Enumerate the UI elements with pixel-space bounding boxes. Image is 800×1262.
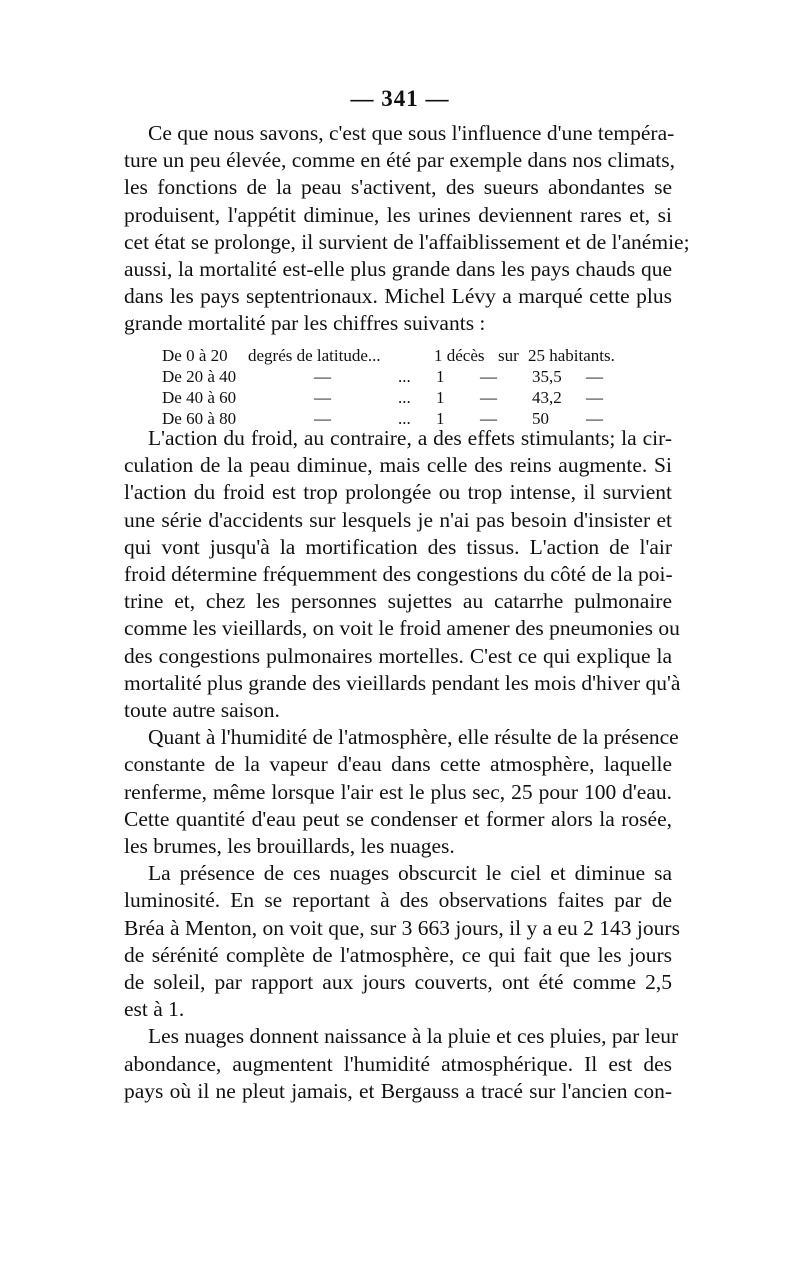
table-row [162,366,642,387]
text-line: culation de la peau diminue, mais celle des reins augmente. Si [124,453,672,478]
text-line: pays où il ne pleut jamais, et Bergauss a tracé sur l'ancien con- [124,1078,672,1103]
ditto-mark: — [586,367,603,386]
latitude-range: De 0 à 20 [162,346,228,365]
ditto-mark: — [314,409,331,428]
page-number: — 341 — [350,86,450,111]
text-line: Les nuages donnent naissance à la pluie et ces pluies, par leur [148,1024,679,1049]
dots: ... [398,409,411,428]
text-line: luminosité. En se reportant à des observations faites par de [124,888,672,913]
inhabitants-cell: 25 habitants. [528,346,615,365]
text-line: La présence de ces nuages obscurcit le ciel et diminue sa [148,861,672,886]
text-line: toute autre saison. [124,698,280,723]
text-line: les brumes, les brouillards, les nuages. [124,834,455,859]
text-line: l'action du froid est trop prolongée ou trop intense, il survient [124,480,672,505]
paragraph-heat [124,120,690,338]
deaths-cell: 1 [436,388,445,407]
text-line: ture un peu élevée, comme en été par exemple dans nos climats, [124,148,676,173]
text-line: mortalité plus grande des vieillards pendant les mois d'hiver qu'à [124,670,681,695]
text-line: de sérénité complète de l'atmosphère, ce qui fait que les jours [124,942,672,967]
text-line: Quant à l'humidité de l'atmosphère, elle résulte de la présence [148,725,679,750]
text-line: froid détermine fréquemment des congestions du côté de la poi- [124,562,673,587]
body-text [124,425,681,1105]
text-line: des congestions pulmonaires mortelles. C'est ce qui explique la [124,643,672,668]
text-line: de soleil, par rapport aux jours couverts, ont été comme 2,5 [124,970,672,995]
table-row [162,345,642,366]
inhabitants-cell: 50 [532,409,549,428]
ditto-mark: — [480,409,497,428]
latitude-range: De 60 à 80 [162,409,237,428]
text-line: Cette quantité d'eau peut se condenser et former alors la rosée, [124,806,672,831]
deaths-cell: 1 décès [434,346,485,365]
text-line: trine et, chez les personnes sujettes au catarrhe pulmonaire [124,589,672,614]
deaths-cell: 1 [436,409,445,428]
text-line: est à 1. [124,997,185,1022]
paragraph [124,120,690,338]
ditto-mark: — [586,409,603,428]
text-line: dans les pays septentrionaux. Michel Lévy a marqué cette plus [124,284,672,309]
text-line: L'action du froid, au contraire, a des effets stimulants; la cir- [148,426,672,450]
text-line: produisent, l'appétit diminue, les urines deviennent rares et, si [124,202,672,227]
dots: ... [398,367,411,386]
text-line: constante de la vapeur d'eau dans cette atmosphère, laquelle [124,752,672,777]
ditto-mark: — [480,367,497,386]
text-line: grande mortalité par les chiffres suivants : [124,311,486,336]
table-row [162,387,642,408]
ditto-mark: — [480,388,497,407]
ditto-mark: — [586,388,603,407]
mortality-table [162,345,642,429]
text-line: les fonctions de la peau s'activent, des sueurs abondantes se [124,175,672,200]
paragraph-rain [124,1023,679,1105]
text-line: renferme, même lorsque l'air est le plus sec, 25 pour 100 d'eau. [124,779,672,804]
dots: ... [398,388,411,407]
paragraph-humidity [124,724,679,860]
paragraph-clouds [124,860,680,1023]
text-line: Bréa à Menton, on voit que, sur 3 663 jours, il y a eu 2 143 jours [124,915,680,940]
latitude-range: De 40 à 60 [162,388,237,407]
text-line: comme les vieillards, on voit le froid amener des pneumonies ou [124,616,680,641]
text-line: aussi, la mortalité est-elle plus grande dans les pays chauds que [124,257,672,282]
inhabitants-cell: 43,2 [532,388,562,407]
latitude-range: De 20 à 40 [162,367,237,386]
inhabitants-cell: 35,5 [532,367,562,386]
text-line: cet état se prolonge, il survient de l'affaiblissement et de l'anémie; [124,229,690,254]
sur-cell: sur [498,346,519,365]
text-line: qui vont jusqu'à la mortification des tissus. L'action de l'air [124,534,672,559]
ditto-mark: — [314,367,331,386]
ditto-mark: — [314,388,331,407]
text-line: abondance, augmentent l'humidité atmosphérique. Il est des [124,1051,672,1076]
paragraph-cold [124,425,681,724]
latitude-label: degrés de latitude... [248,346,381,365]
deaths-cell: 1 [436,367,445,386]
text-line: Ce que nous savons, c'est que sous l'influence d'une tempéra- [148,121,675,145]
text-line: une série d'accidents sur lesquels je n'ai pas besoin d'insister et [124,507,672,532]
